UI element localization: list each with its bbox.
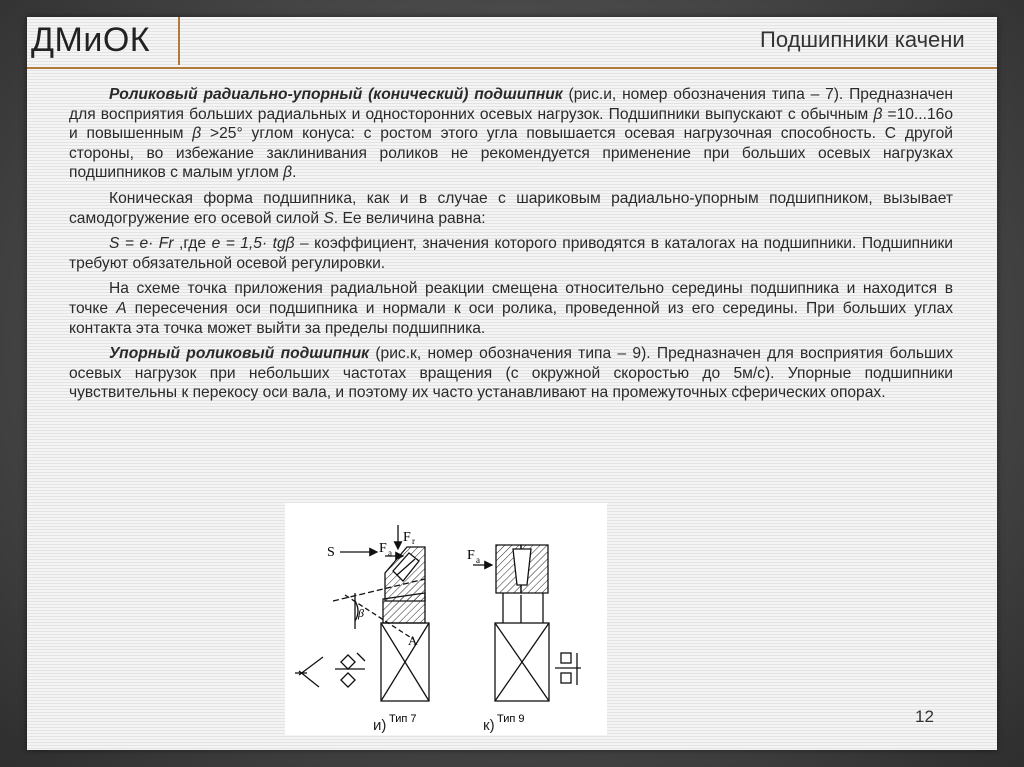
paragraph-reaction-point xyxy=(69,279,953,338)
text-span: >25° углом конуса: с ростом этого угла повышается осевая нагрузочная способность. С другой стороны, во избежание заклинивания роликов не рекомендуется применение при больших осевых нагрузках подшипников с малым углом xyxy=(69,125,953,182)
body-text xyxy=(69,85,953,409)
symbol-beta: β xyxy=(873,105,883,123)
label-type9: Тип 9 xyxy=(497,713,525,725)
bearing-figure xyxy=(285,503,607,735)
label-fa-sub-type7: a xyxy=(388,548,392,558)
label-fa-type9: F xyxy=(467,548,475,563)
symbol-beta: β xyxy=(192,125,202,143)
label-fa-sub-type9: a xyxy=(476,555,480,565)
header-title: Подшипники качени xyxy=(760,27,965,52)
text-span: На схеме точка приложения радиальной реакции смещена относительно середины подшипника и находится в точке xyxy=(69,280,953,317)
page-number: 12 xyxy=(915,707,934,726)
paragraph-self-loading xyxy=(69,189,953,228)
text-span: коэффициент, значения которого приводятся в каталогах на подшипники. Подшипники требуют обязательной осевой регулировки. xyxy=(69,235,953,272)
text-span: . Ее величина равна: xyxy=(333,209,486,227)
label-beta: β xyxy=(358,606,364,620)
paragraph-thrust-bearing xyxy=(69,344,953,403)
bearing-diagram-svg xyxy=(285,503,607,735)
label-fa-type7: F xyxy=(379,541,387,556)
caption-left: и) xyxy=(373,717,387,734)
text-span: . xyxy=(292,164,297,182)
formula-s: S = e· Fr xyxy=(109,235,174,253)
label-s: S xyxy=(327,545,335,560)
label-fr: F xyxy=(403,530,411,545)
symbol-a: А xyxy=(116,299,127,317)
bearing-type9-drawing xyxy=(473,545,581,701)
paragraph-formula xyxy=(69,234,953,273)
text-span: ,где xyxy=(173,235,212,253)
label-type7: Тип 7 xyxy=(389,713,417,725)
term-thrust-bearing: Упорный роликовый подшипник xyxy=(109,345,370,363)
term-tapered-bearing: Роликовый радиально-упорный (конический) подшипник xyxy=(109,86,563,103)
formula-e: e = 1,5· tgβ – xyxy=(211,235,309,253)
header-divider-vertical xyxy=(178,17,180,65)
label-fr-sub: r xyxy=(412,536,415,546)
text-span: пересечения оси подшипника и нормали к оси ролика, проведенной из его середины. При больших углах контакта эта точка может выйти за пределы подшипника. xyxy=(69,299,953,337)
symbol-s: S xyxy=(323,209,334,227)
text-span: Коническая форма подшипника, как и в случае с шариковым радиально-упорным подшипником, вызывает самодогружение его осевой силой xyxy=(69,189,953,227)
header-brand: ДМиОК xyxy=(31,21,151,59)
slide xyxy=(27,17,997,750)
paragraph-tapered-bearing xyxy=(69,85,953,183)
text-span: (рис.к, номер обозначения типа – 9). Предназначен для восприятия больших осевых нагрузок при небольших частотах вращения (с окружной скоростью до 5м/с). Упорные подшипники чувствительны к перекосу оси вала, и поэтому их часто устанавливают на промежуточных сферических опорах. xyxy=(69,345,954,402)
caption-right: к) xyxy=(483,717,495,734)
text-span: =10...16о и повышенным xyxy=(69,105,953,143)
header-divider-horizontal xyxy=(27,67,997,69)
label-point-a: A xyxy=(408,633,418,648)
symbol-beta: β xyxy=(283,164,293,182)
text-span: (рис.и, номер обозначения типа – 7). Предназначен для восприятия больших радиальных и односторонних осевых нагрузок. Подшипники выпускают с обычным xyxy=(69,86,953,123)
